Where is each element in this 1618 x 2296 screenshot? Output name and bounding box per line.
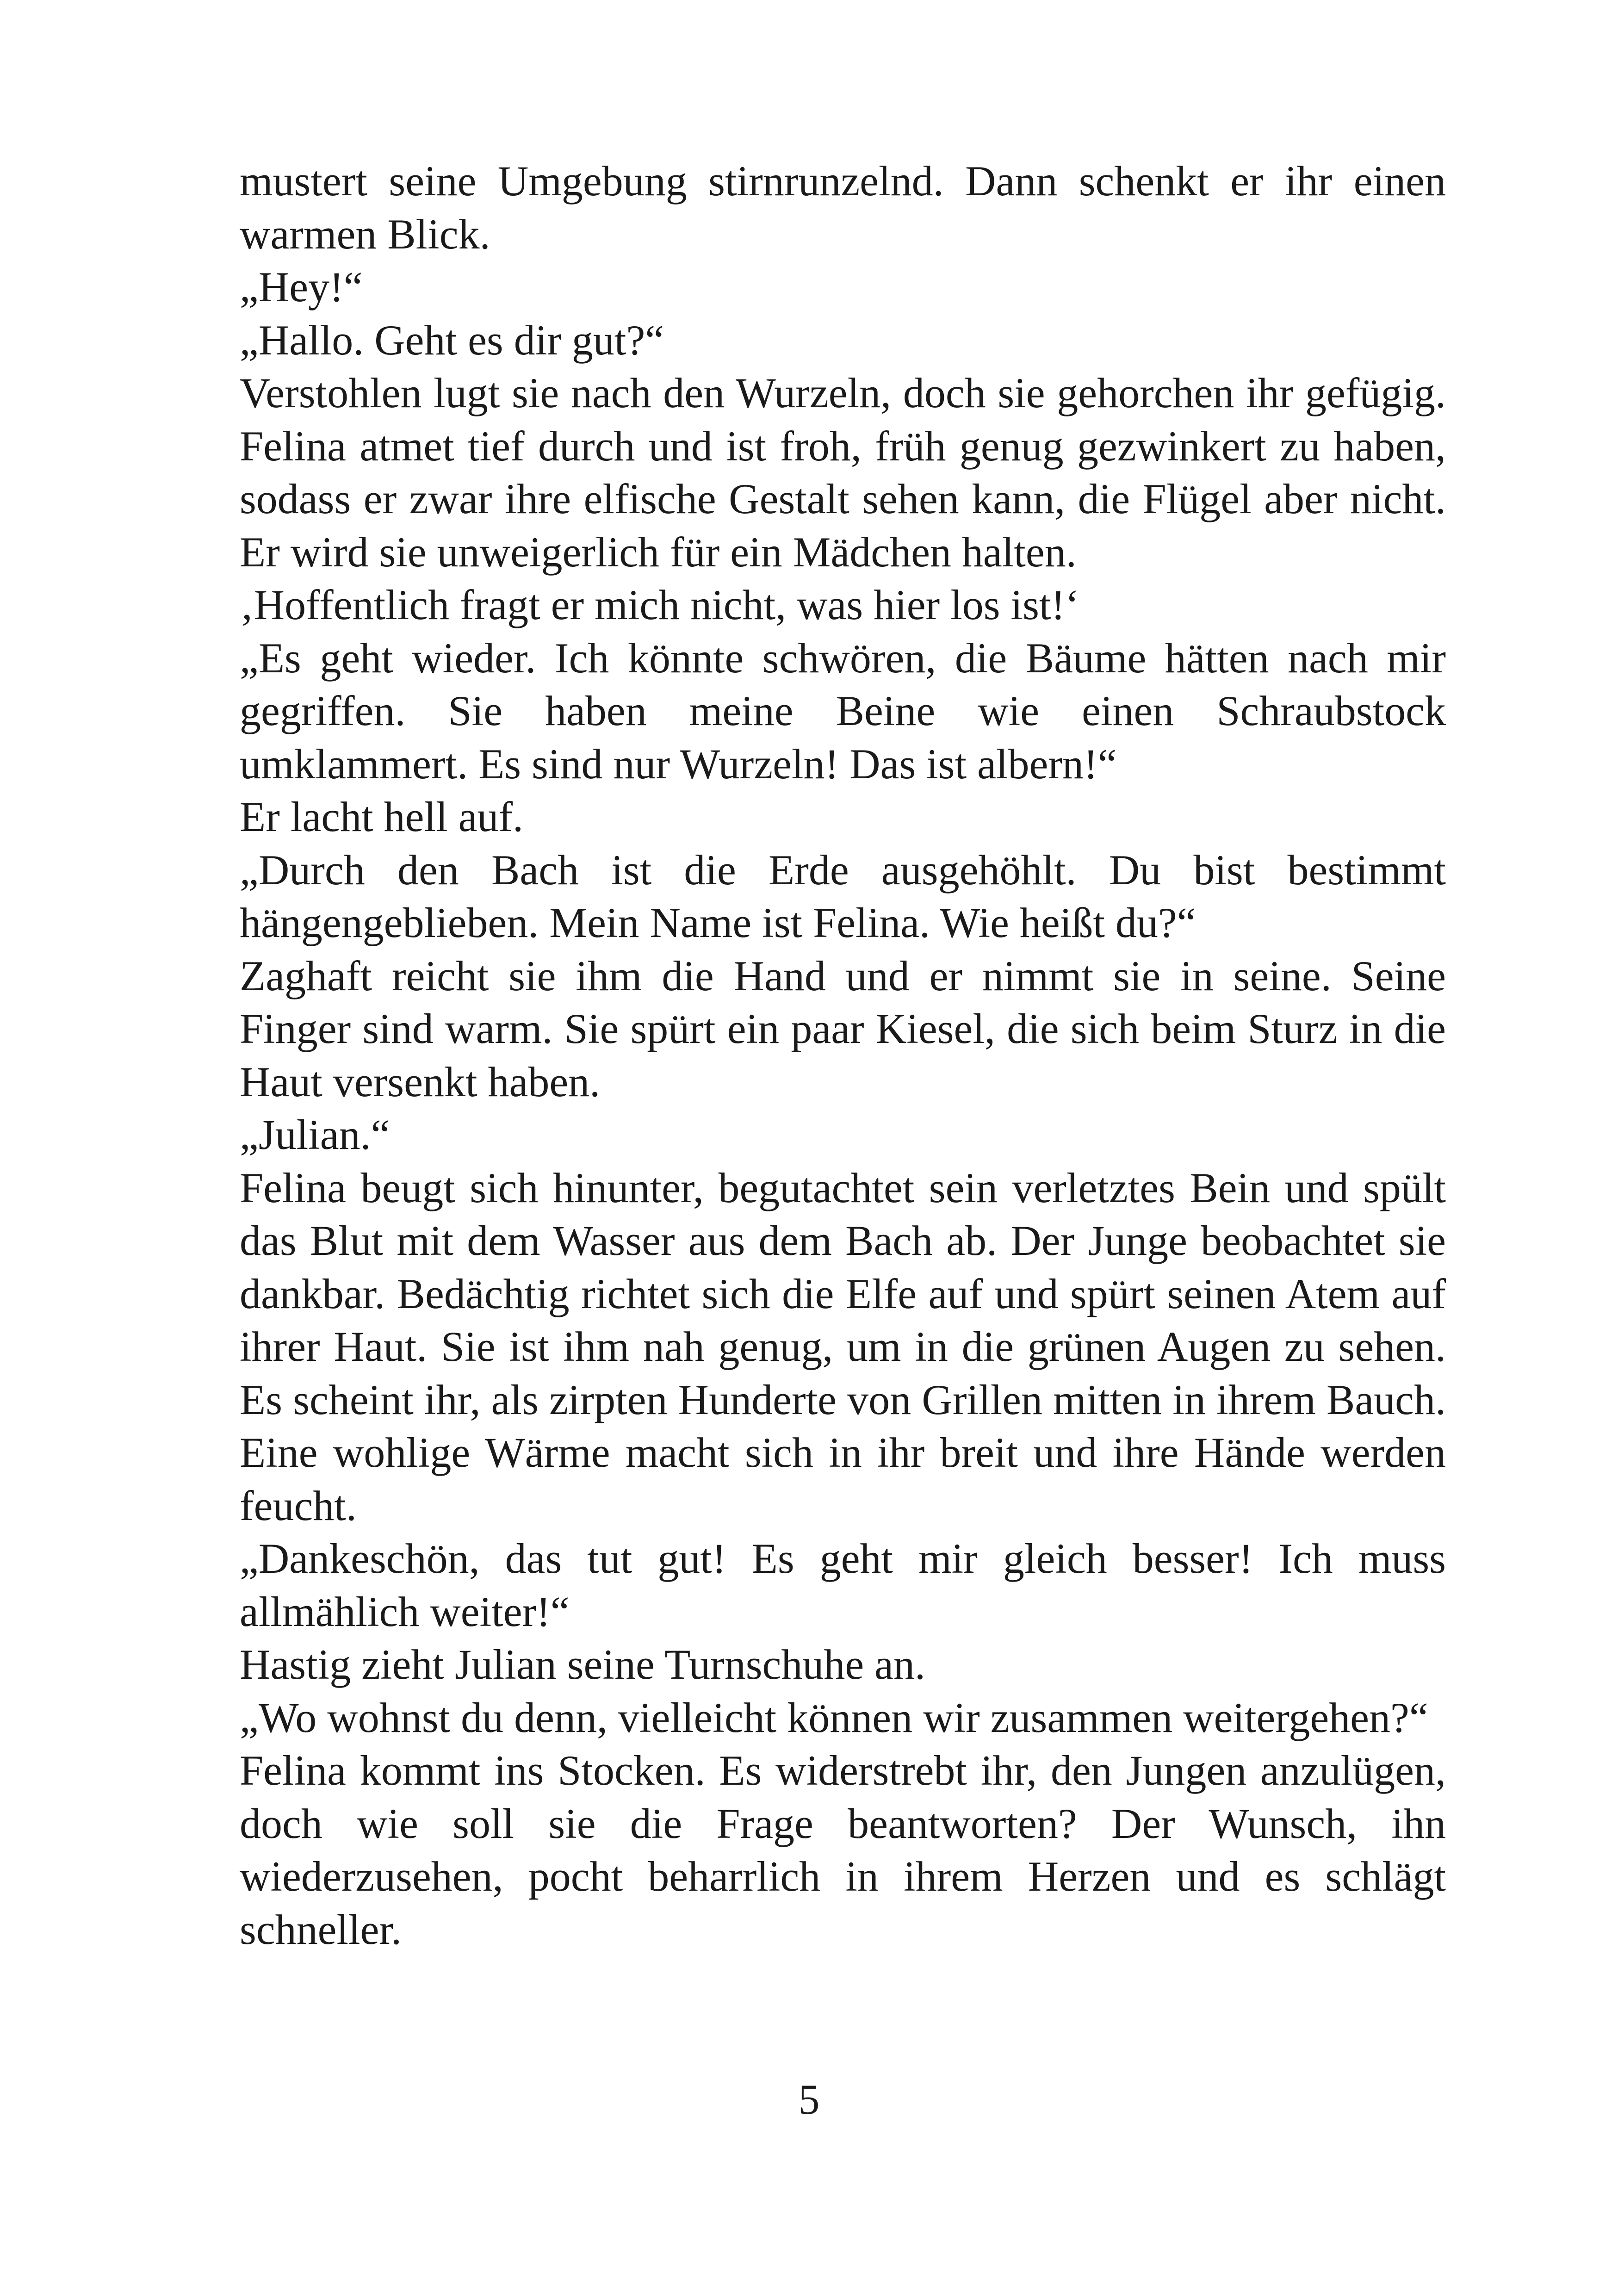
paragraph: Zaghaft reicht sie ihm die Hand und er nimmt sie in seine. Seine Finger sind warm. Sie spürt ein paar Kiesel, die sich beim Sturz in die Haut versenkt haben.	[240, 952, 1446, 1105]
paragraph: Verstohlen lugt sie nach den Wurzeln, doch sie gehorchen ihr gefügig. Felina atmet tief durch und ist froh, früh genug gezwinkert zu haben, sodass er zwar ihre elfische Gestalt sehen kann, die Flügel aber nicht. Er wird sie unweigerlich für ein Mädchen halten.	[240, 369, 1446, 576]
paragraph: „Hey!“	[240, 263, 363, 310]
paragraph: „Julian.“	[240, 1111, 390, 1158]
paragraph: Felina kommt ins Stocken. Es widerstrebt ihr, den Jungen anzulügen, doch wie soll sie die Frage beantworten? Der Wunsch, ihn wiederzusehen, pocht beharrlich in ihrem Herzen und es schlägt schneller.	[240, 1747, 1446, 1953]
body-text	[240, 155, 1446, 1956]
paragraph: Felina beugt sich hinunter, begutachtet sein verletztes Bein und spült das Blut mit dem Wasser aus dem Bach ab. Der Junge beobachtet sie dankbar. Bedächtig richtet sich die Elfe auf und spürt seinen Atem auf ihrer Haut. Sie ist ihm nah genug, um in die grünen Augen zu sehen. Es scheint ihr, als zirpten Hunderte von Grillen mitten in ihrem Bauch. Eine wohlige Wärme macht sich in ihr breit und ihre Hände werden feucht.	[240, 1164, 1446, 1529]
paragraph: mustert seine Umgebung stirnrunzelnd. Dann schenkt er ihr einen warmen Blick.	[240, 157, 1446, 258]
paragraph: Er lacht hell auf.	[240, 793, 524, 840]
paragraph: „Dankeschön, das tut gut! Es geht mir gleich besser! Ich muss allmählich weiter!“	[240, 1535, 1446, 1635]
paragraph: „Wo wohnst du denn, vielleicht können wir zusammen weitergehen?“	[240, 1694, 1428, 1741]
paragraph: „Durch den Bach ist die Erde ausgehöhlt. Du bist bestimmt hängengeblieben. Mein Name ist Felina. Wie heißt du?“	[240, 846, 1446, 946]
paragraph: Hastig zieht Julian seine Turnschuhe an.	[240, 1641, 926, 1688]
paragraph: „Es geht wieder. Ich könnte schwören, die Bäume hätten nach mir gegriffen. Sie haben meine Beine wie einen Schraubstock umklammert. Es sind nur Wurzeln! Das ist albern!“	[240, 634, 1446, 788]
paragraph: ‚Hoffentlich fragt er mich nicht, was hier los ist!‘	[240, 581, 1079, 628]
paragraph: „Hallo. Geht es dir gut?“	[240, 316, 664, 364]
page-number: 5	[798, 2076, 820, 2123]
